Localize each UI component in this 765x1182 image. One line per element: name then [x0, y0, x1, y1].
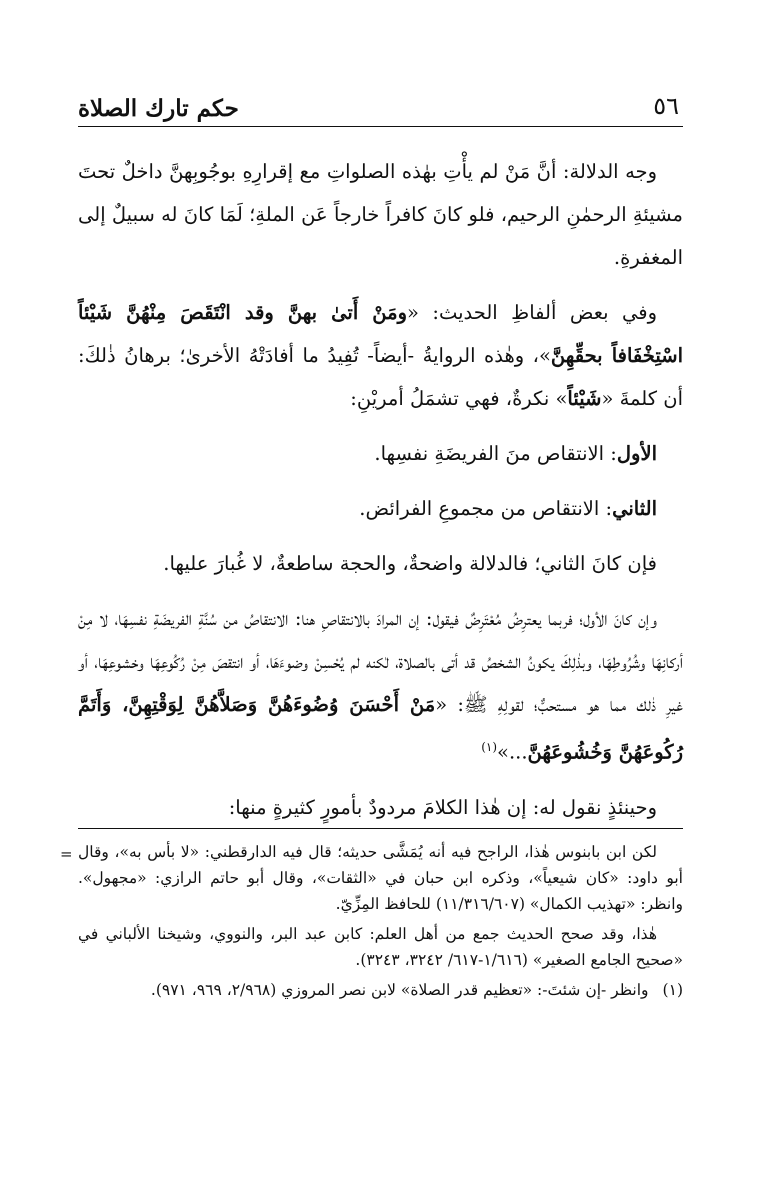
footnote-1-text: وانظر -إن شئتَ-: «تعظيم قدر الصلاة» لابن نصر المروزي (٢/٩٦٨، ٩٦٩، ٩٧١). [150, 981, 649, 999]
objection-text: وإن كانَ الأول؛ فربما يعترِضُ مُعْتَرِضٌ فيقول: إن المرادَ بالانتقاصِ هنا: الانتقاصُ من سُنَّةِ الفريضَةِ نفسِهَا، لا مِنْ أركانِهَا وشُرُوطِهَا، وبذٰلِكَ يكونُ الشخصُ قد أتى بالصلاة، لٰكنه لم يُحْسِنْ وضوءَهَا، أو انتقصَ مِنْ رُكُوعِهَا وخشوعِهَا، أو غيرِ ذٰلك مما هو مستحبٌّ؛ لقولِهِ ﷺ: « [78, 607, 683, 716]
paragraph-hadith-wording [78, 291, 683, 420]
paragraph-evidence: وجه الدلالة: أنَّ مَنْ لم يأْتِ بهٰذه الصلواتِ مع إقرارِهِ بوجُوبِهنَّ داخلٌ تحتَ مشيئةِ الرحمٰنِ الرحيم، فلو كانَ كافراً خارجاً عَن الملةِ؛ لَمَا كانَ له سبيلٌ إلى المغفرةِ. [78, 160, 683, 269]
main-text [78, 150, 683, 841]
hadith-quote: ومَنْ أَتىٰ بهنَّ وقد انْتَقَصَ مِنْهُنَّ شَيْئاً اسْتِخْفَافاً بحقِّهِنَّ [78, 301, 683, 367]
running-title: حكم تارك الصلاة [78, 95, 239, 122]
paragraph-first-case [78, 597, 683, 774]
second-option [78, 487, 683, 530]
hadith-quote-2: مَنْ أَحْسَنَ وُضُوءَهُنَّ وَصَلاَّهُنَّ لِوَقْتِهِنَّ، وَأَتَمَّ رُكُوعَهُنَّ وَخُشُوعَهُنَّ [78, 693, 683, 764]
first-option [78, 432, 683, 475]
quote-end: ...» [497, 740, 528, 764]
footnote-1-number: (١) [662, 981, 683, 999]
first-option-label: الأول [616, 442, 657, 465]
footnote-continued-2: هٰذا، وقد صحح الحديث جمع من أهل العلم: كابن عبد البر، والنووي، وشيخنا الألباني في «صحيح الجامع الصغير» (١/٦١٦-٦١٧/ ٣٢٤٢، ٣٢٤٣). [78, 925, 683, 969]
second-option-text: : الانتقاص من مجموعِ الفرائض. [359, 497, 613, 520]
paragraph-end: » نكرةٌ، فهي تشمَلُ أمريْنِ: [350, 387, 568, 410]
paragraph-intro: وفي بعض ألفاظِ الحديث: « [407, 301, 658, 324]
paragraph-rest: »، وهٰذه الروايةُ -أيضاً- تُفِيدُ ما أفادَتْهُ الأخرىٰ؛ برهانُ ذٰلكَ: أن كلمةَ « [78, 344, 683, 410]
footnotes [60, 828, 683, 1007]
footnote-continued-1: لكن ابن بابنوس هٰذا، الراجح فيه أنه يُمَشَّى حديثه؛ قال فيه الدارقطني: «لا بأس به»، وقال أبو داود: «كان شيعياً»، وذكره ابن حبان في «الثقات»، وقال أبو حاتم الرازي: «مجهول». وانظر: «تهذيب الكمال» (١١/٣١٦/٦٠٧) للحافظ المِزِّيّ. [78, 843, 683, 913]
paragraph-second-case: فإن كانَ الثاني؛ فالدلالة واضحةٌ، والحجة ساطعةٌ، لا غُبارَ عليها. [163, 552, 657, 575]
page-header [78, 86, 683, 127]
continuation-mark: = [60, 845, 73, 863]
quoted-word: شَيْئاً [567, 387, 602, 410]
paragraph-response: وحينئذٍ نقول له: إن هٰذا الكلامَ مردودٌ بأمورٍ كثيرةٍ منها: [228, 795, 657, 819]
page-number: ٥٦ [653, 92, 679, 120]
footnote-reference: (١) [481, 740, 498, 754]
second-option-label: الثاني [612, 497, 657, 520]
footnote-1 [78, 977, 683, 1003]
first-option-text: : الانتقاص منَ الفريضَةِ نفسِها. [374, 442, 617, 465]
